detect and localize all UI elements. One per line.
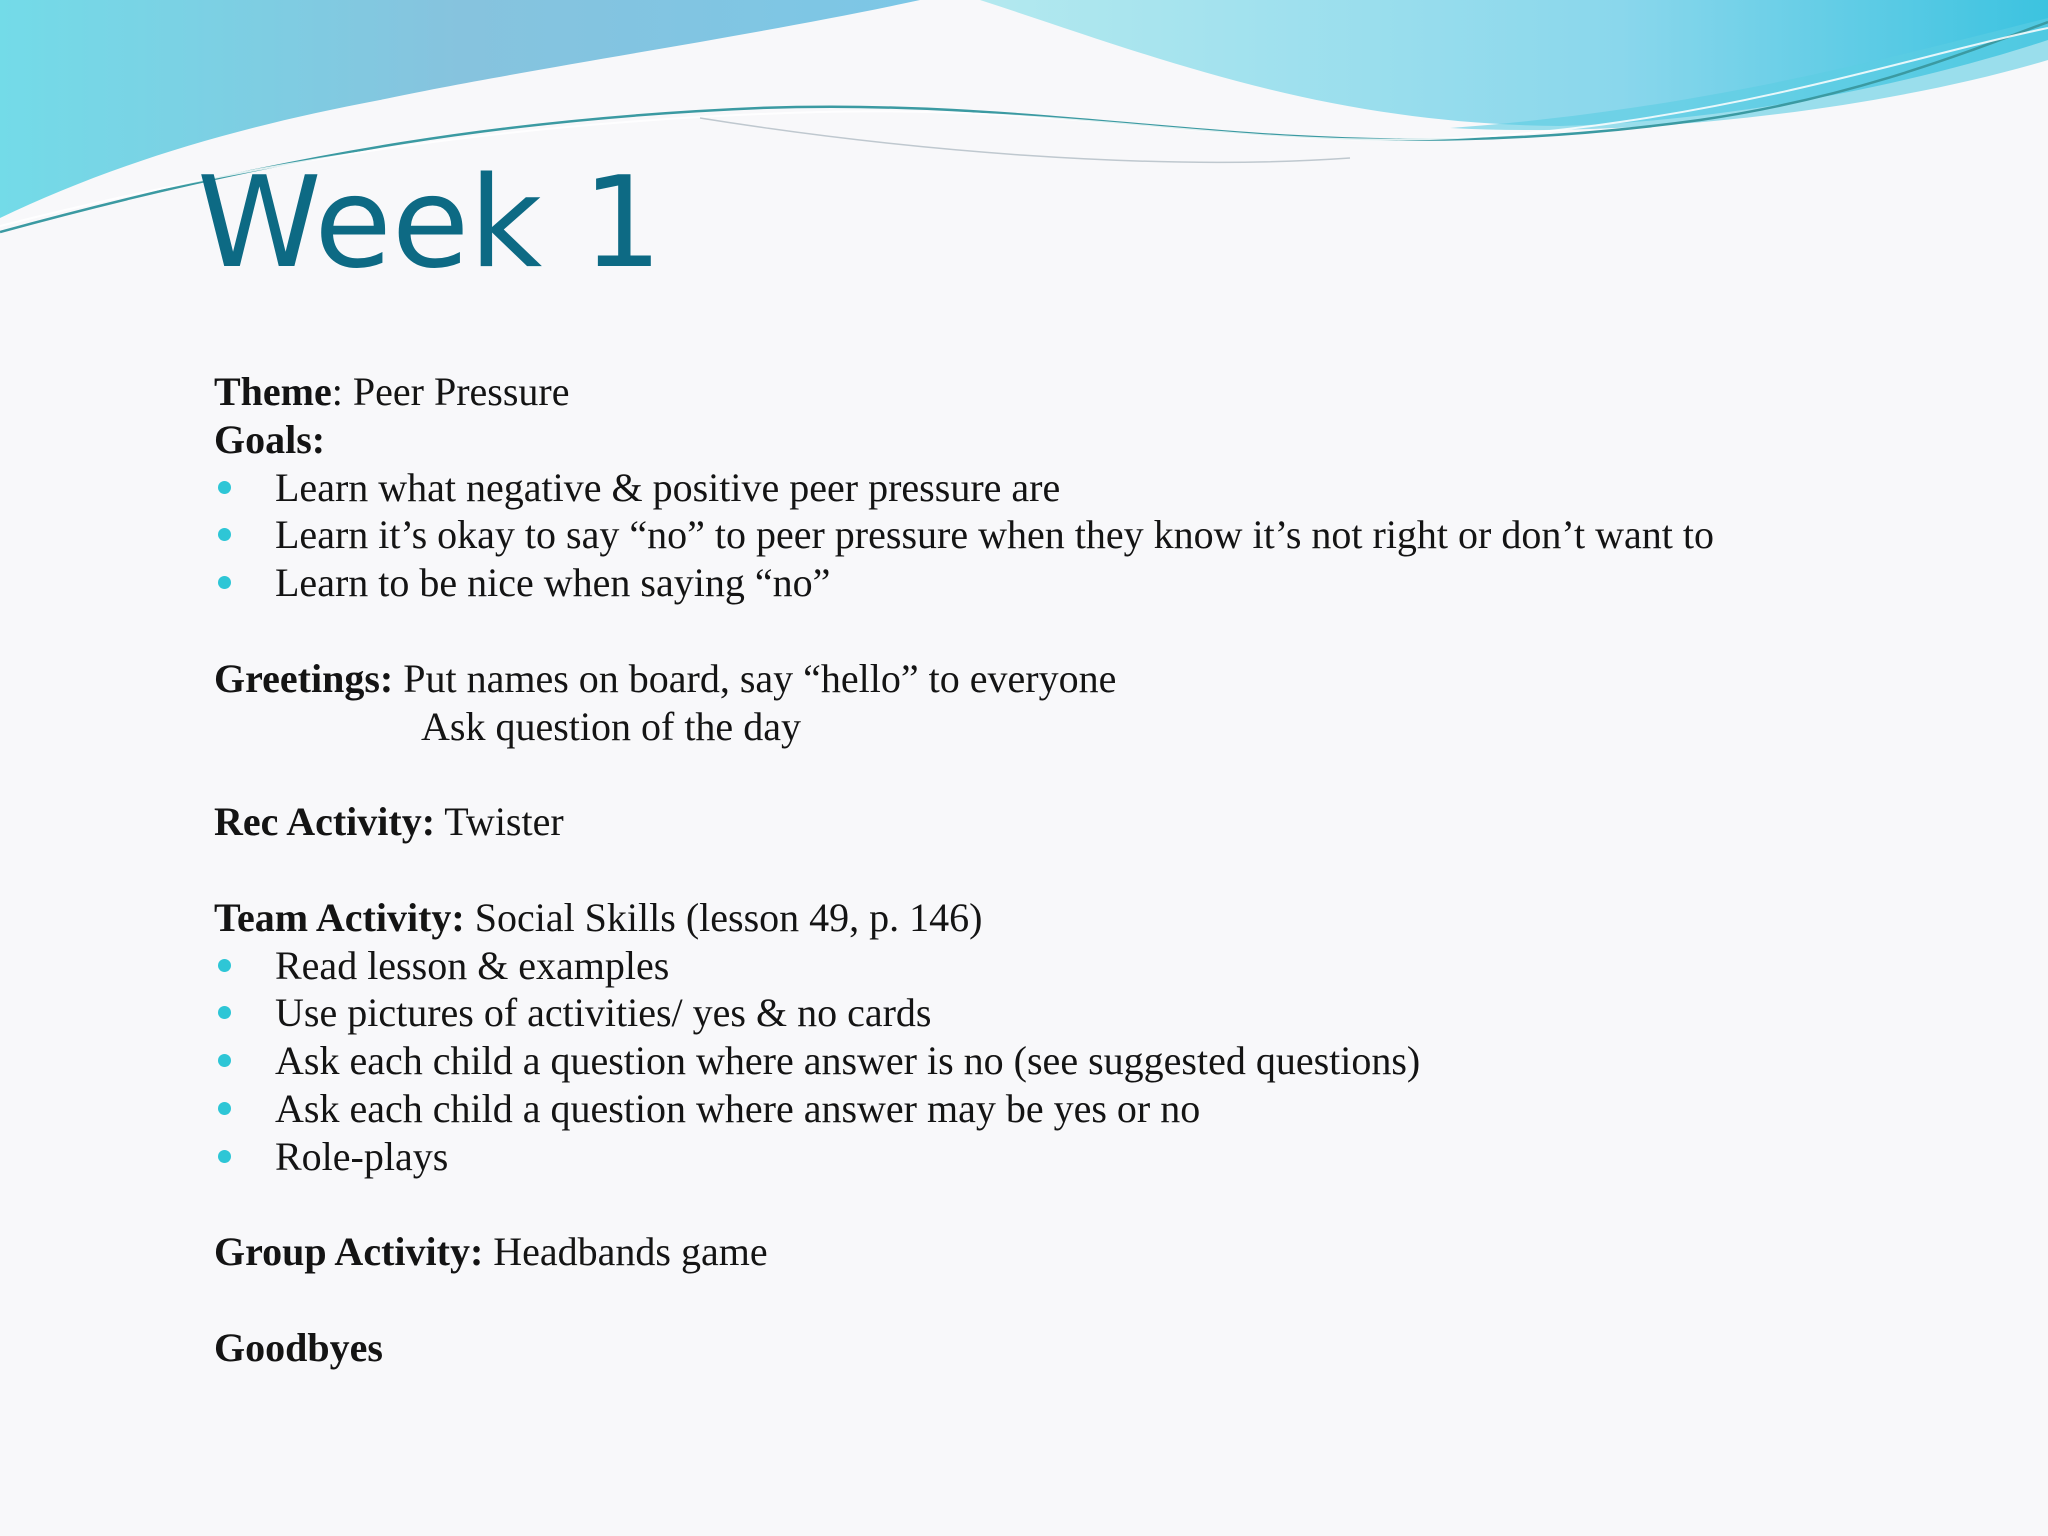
goodbyes-label: Goodbyes [214, 1324, 383, 1370]
bullet-icon [218, 481, 231, 494]
group-activity-value: Headbands game [483, 1229, 768, 1275]
greetings-label: Greetings: [214, 655, 394, 701]
greetings-line [214, 655, 2014, 703]
team-activity-line [214, 894, 2014, 942]
rec-activity-line [214, 798, 2014, 846]
team-activity-item-text: Ask each child a question where answer is no (see suggested questions) [275, 1038, 1421, 1084]
spacer [214, 607, 2014, 655]
goals-item-text: Learn it’s okay to say “no” to peer pressure when they know it’s not right or don’t want to [275, 512, 1714, 558]
goals-heading [214, 416, 2014, 464]
theme-label: Theme [214, 369, 332, 414]
bullet-icon [218, 576, 231, 589]
bullet-icon [218, 1102, 231, 1115]
bullet-icon [218, 528, 231, 541]
goals-list-item [214, 464, 2014, 512]
goodbyes-line [214, 1324, 2014, 1372]
team-activity-list-item [214, 1037, 2014, 1085]
goals-label: Goals: [214, 416, 326, 462]
spacer [214, 1276, 2014, 1324]
team-activity-label: Team Activity: [214, 894, 465, 940]
team-activity-item-text: Role-plays [275, 1133, 449, 1179]
goals-item-text: Learn what negative & positive peer pressure are [275, 464, 1061, 510]
slide-title: Week 1 [197, 149, 663, 296]
bullet-icon [218, 959, 231, 972]
spacer [214, 1181, 2014, 1229]
greetings-value: Put names on board, say “hello” to everyone [393, 655, 1117, 701]
spacer [214, 846, 2014, 894]
group-activity-line [214, 1228, 2014, 1276]
team-activity-list-item [214, 942, 2014, 990]
theme-line [214, 368, 2014, 416]
bullet-icon [218, 1150, 231, 1163]
rec-activity-label: Rec Activity: [214, 799, 436, 845]
theme-value: : Peer Pressure [331, 369, 570, 414]
team-activity-value: Social Skills (lesson 49, p. 146) [464, 894, 983, 940]
goals-list-item [214, 559, 2014, 607]
team-activity-item-text: Ask each child a question where answer may be yes or no [275, 1085, 1201, 1131]
goals-list-item [214, 511, 2014, 559]
bullet-icon [218, 1054, 231, 1067]
spacer [214, 750, 2014, 798]
team-activity-list-item [214, 1133, 2014, 1181]
greetings-continuation: Ask question of the day [421, 703, 801, 749]
goals-item-text: Learn to be nice when saying “no” [275, 560, 831, 606]
slide-content [214, 368, 2014, 1372]
bullet-icon [218, 1006, 231, 1019]
rec-activity-value: Twister [435, 799, 564, 845]
team-activity-list-item [214, 1085, 2014, 1133]
team-activity-item-text: Use pictures of activities/ yes & no cards [275, 990, 932, 1036]
team-activity-list-item [214, 989, 2014, 1037]
team-activity-item-text: Read lesson & examples [275, 942, 670, 988]
group-activity-label: Group Activity: [214, 1229, 484, 1275]
